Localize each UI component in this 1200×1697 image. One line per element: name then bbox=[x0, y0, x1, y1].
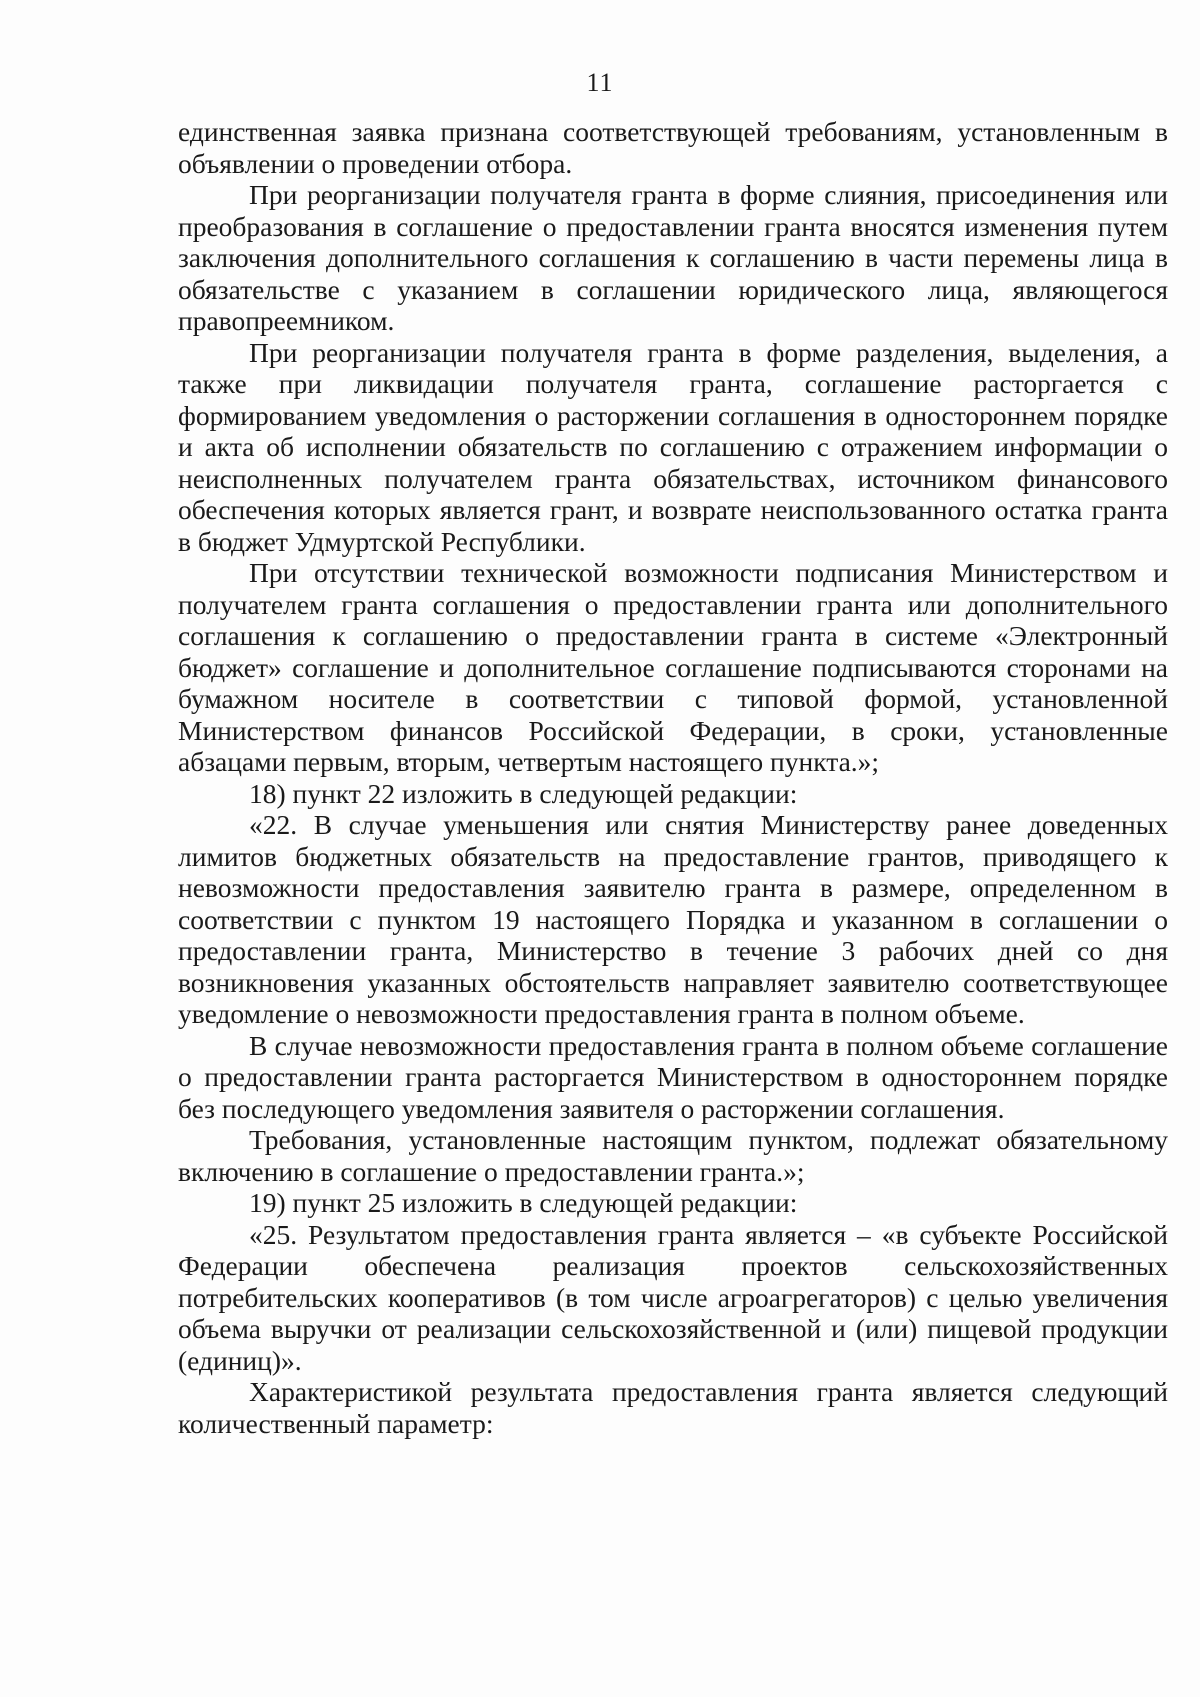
document-body bbox=[178, 116, 1168, 1439]
paragraph-reorganization-division: При реорганизации получателя гранта в форме разделения, выделения, а также при ликвидации получателя гранта, соглашение расторгается с формированием уведомления о расторжении соглашения в одностороннем порядке и акта об исполнении обязательств по соглашению с отражением информации о неисполненных получателем гранта обязательствах, источником финансового обеспечения которых является грант, и возврате неиспользованного остатка гранта в бюджет Удмуртской Республики. bbox=[178, 336, 1168, 557]
paragraph-no-technical-possibility: При отсутствии технической возможности подписания Министерством и получателем гранта соглашения о предоставлении гранта или дополнительного соглашения к соглашению о предоставлении гранта в системе «Электронный бюджет» соглашение и дополнительное соглашение подписываются сторонами на бумажном носителе в соответствии с типовой формой, установленной Министерством финансов Российской Федерации, в сроки, установленные абзацами первым, вторым, четвертым настоящего пункта.»; bbox=[178, 557, 1168, 777]
paragraph-item-18: 18) пункт 22 изложить в следующей редакции: bbox=[249, 777, 798, 809]
paragraph-impossibility: В случае невозможности предоставления гранта в полном объеме соглашение о предоставлении гранта расторгается Министерством в одностороннем порядке без последующего уведомления заявителя о расторжении соглашения. bbox=[178, 1029, 1168, 1124]
paragraph-clause-22: «22. В случае уменьшения или снятия Министерству ранее доведенных лимитов бюджетных обязательств на предоставление грантов, приводящего к невозможности предоставления заявителю гранта в размере, определенном в соответствии с пунктом 19 настоящего Порядка и указанном в соглашении о предоставлении гранта, Министерство в течение 3 рабочих дней со дня возникновения указанных обстоятельств направляет заявителю соответствующее уведомление о невозможности предоставления гранта в полном объеме. bbox=[178, 809, 1168, 1029]
paragraph-clause-25: «25. Результатом предоставления гранта является – «в субъекте Российской Федерации обеспечена реализация проектов сельскохозяйственных потребительских кооперативов (в том числе агроагрегаторов) с целью увеличения объема выручки от реализации сельскохозяйственной и (или) пищевой продукции (единиц)». bbox=[178, 1218, 1168, 1376]
paragraph-item-19: 19) пункт 25 изложить в следующей редакции: bbox=[249, 1187, 798, 1218]
page-number: 11 bbox=[586, 68, 614, 97]
paragraph-continuation: единственная заявка признана соответствующей требованиям, установленным в объявлении о проведении отбора. bbox=[178, 116, 1168, 179]
paragraph-reorganization-merger: При реорганизации получателя гранта в форме слияния, присоединения или преобразования в соглашение о предоставлении гранта вносятся изменения путем заключения дополнительного соглашения к соглашению в части перемены лица в обязательстве с указанием в соглашении юридического лица, являющегося правопреемником. bbox=[178, 179, 1168, 336]
paragraph-characteristic: Характеристикой результата предоставления гранта является следующий количественный параметр: bbox=[178, 1376, 1168, 1439]
paragraph-requirements: Требования, установленные настоящим пунктом, подлежат обязательному включению в соглашение о предоставлении гранта.»; bbox=[178, 1124, 1168, 1187]
